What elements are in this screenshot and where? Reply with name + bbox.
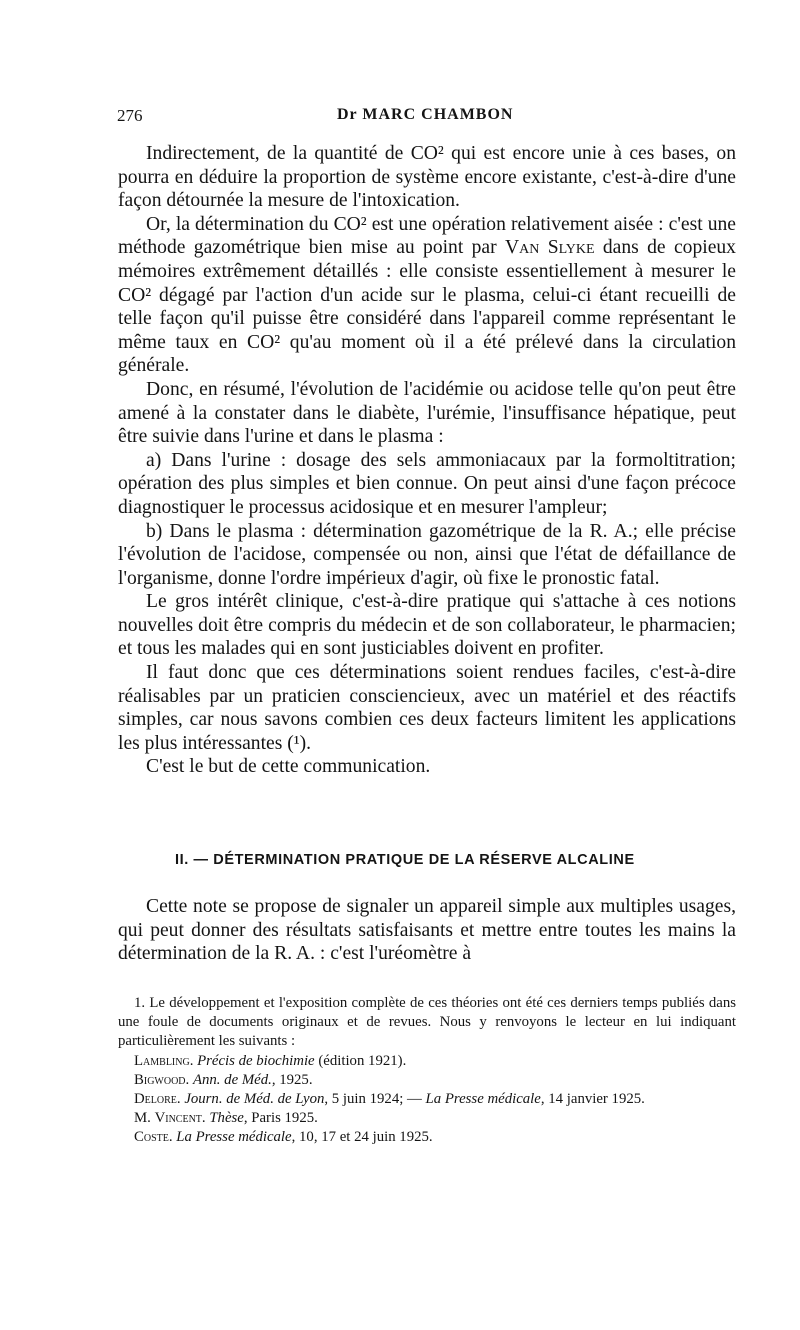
- footnote-text: 1. Le développement et l'exposition complète de ces théories ont été ces derniers temps publiés dans une foule de documents originaux et de revues. Nous y renvoyons le lecteur en lui indiquant particulièrement les suivants :: [118, 995, 736, 1050]
- footnote-reference: [118, 1071, 736, 1090]
- reference-prefix: M.: [134, 1110, 155, 1127]
- footnotes: [118, 994, 736, 1148]
- reference-title: Précis de biochimie: [197, 1052, 315, 1069]
- reference-details: , Paris 1925.: [243, 1110, 318, 1127]
- page-number: 276: [117, 106, 143, 125]
- running-author: Dr MARC CHAMBON: [337, 106, 514, 123]
- reference-title: Ann. de Méd.: [192, 1071, 272, 1088]
- paragraph: b) Dans le plasma : détermination gazométrique de la R. A.; elle précise l'évolution de l'acidose, compensée ou non, ainsi que l'état de défaillance de l'organisme, donne l'ordre impérieux d'agir, où fixe le pronostic fatal.: [118, 520, 736, 589]
- reference-details: , 10, 17 et 24 juin 1925.: [291, 1129, 433, 1146]
- paragraph: Cette note se propose de signaler un appareil simple aux multiples usages, qui peut donner des résultats satisfaisants et mettre entre toutes les mains la détermination de la R. A. : c'est l'uréomètre à: [118, 896, 736, 965]
- body-text-continued: [118, 895, 736, 966]
- body-text: [118, 142, 736, 779]
- reference-details: (édition 1921).: [314, 1052, 407, 1069]
- paragraph: Indirectement, de la quantité de CO² qui est encore unie à ces bases, on pourra en déduire la proportion de système encore existante, c'est-à-dire d'une façon détournée la mesure de l'intoxication.: [118, 143, 736, 212]
- footnote-reference: [118, 1052, 736, 1071]
- paragraph: a) Dans l'urine : dosage des sels ammoniacaux par la formoltitration; opération des plus simples et bien connue. On peut ainsi d'une façon précoce diagnostiquer le processus acidosique et en mesurer l'ampleur;: [118, 449, 736, 518]
- reference-author: Delore.: [134, 1091, 181, 1108]
- footnote-reference: [118, 1109, 736, 1128]
- reference-details: , 5 juin 1924; —: [324, 1091, 426, 1108]
- reference-title: Journ. de Méd. de Lyon: [184, 1091, 325, 1108]
- running-header: [117, 106, 737, 130]
- reference-title: La Presse médicale: [425, 1091, 541, 1108]
- footnote-reference: [118, 1128, 736, 1147]
- paragraph-text: dans de copieux mémoires extrêmement détaillés : elle consiste essentiellement à mesurer le CO² dégagé par l'action d'un acide sur le plasma, celui-ci étant recueilli de telle façon qu'il puisse être considéré dans l'appareil comme représentant le même taux en CO² qu'au moment où il a été prélevé dans la circulation générale.: [118, 237, 736, 377]
- reference-title: Thèse: [209, 1110, 244, 1127]
- reference-author: Lambling.: [134, 1052, 194, 1069]
- cited-author: Van Slyke: [505, 237, 595, 259]
- footnote-reference: [118, 1090, 736, 1109]
- paragraph: [118, 213, 736, 378]
- reference-author: Coste.: [134, 1129, 173, 1146]
- section-heading: II. — DÉTERMINATION PRATIQUE DE LA RÉSERVE ALCALINE: [175, 852, 635, 868]
- paragraph: C'est le but de cette communication.: [146, 756, 431, 778]
- reference-author: Bigwood.: [134, 1071, 190, 1088]
- paragraph-text: Or, la détermination du CO² est une opération relativement aisée : c'est une méthode gazométrique bien mise au point par: [118, 213, 736, 259]
- paragraph: Le gros intérêt clinique, c'est-à-dire pratique qui s'attache à ces notions nouvelles doit être compris du médecin et de son collaborateur, le pharmacien; et tous les malades qui en sont justiciables doivent en profiter.: [118, 591, 736, 660]
- paragraph: Donc, en résumé, l'évolution de l'acidémie ou acidose telle qu'on peut être amené à la constater dans le diabète, l'urémie, l'insuffisance hépatique, peut être suivie dans l'urine et dans le plasma :: [118, 378, 736, 448]
- paragraph: Il faut donc que ces déterminations soient rendues faciles, c'est-à-dire réalisables par un praticien consciencieux, avec un matériel et des réactifs simples, car nous savons combien ces deux facteurs limitent les applications les plus intéressantes (¹).: [118, 662, 736, 754]
- reference-details: , 14 janvier 1925.: [540, 1091, 645, 1108]
- reference-author: Vincent.: [154, 1110, 206, 1127]
- reference-details: , 1925.: [271, 1071, 313, 1088]
- reference-title: La Presse médicale: [176, 1129, 292, 1146]
